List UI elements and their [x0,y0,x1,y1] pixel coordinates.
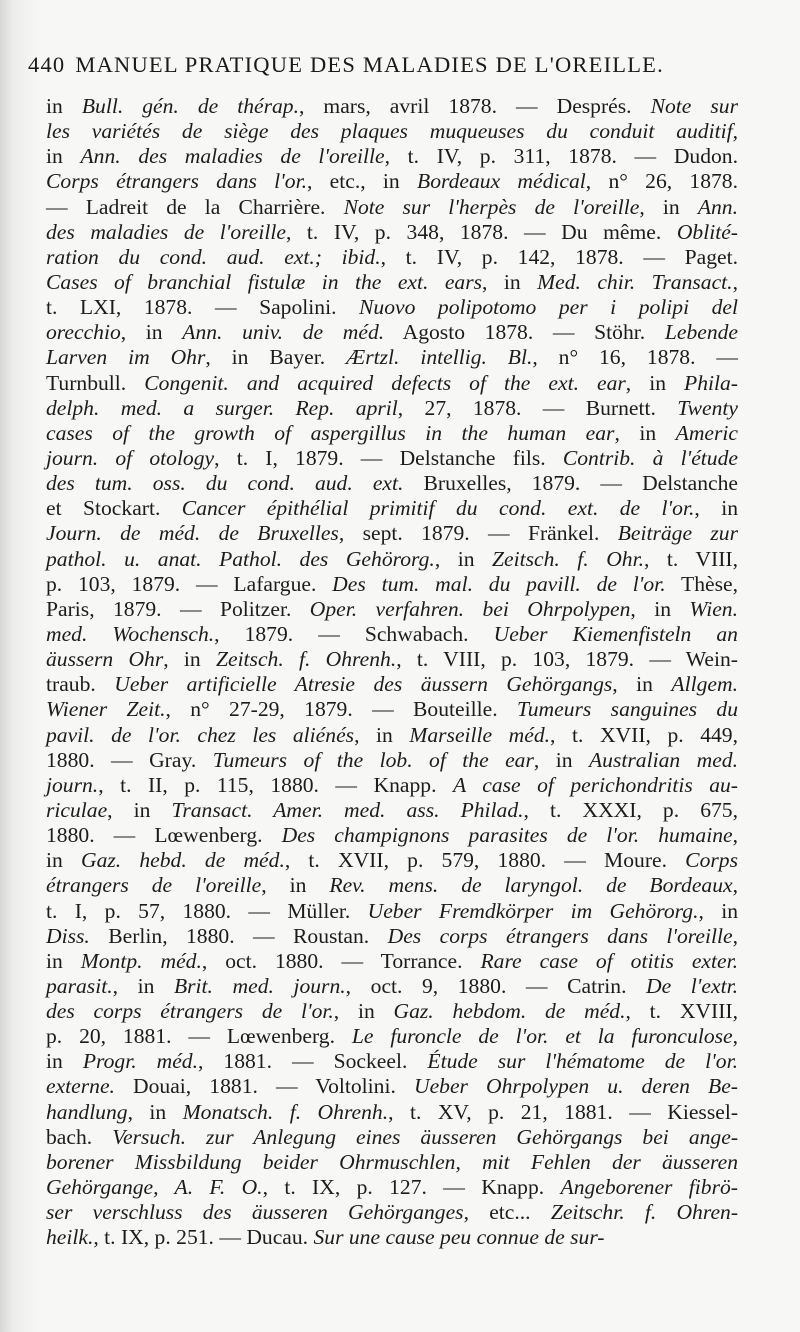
italic-text: heilk. [46,1225,94,1250]
italic-text: Tumeurs sanguines du [516,697,738,722]
italic-text: Wien. [689,596,738,621]
text-run: , t. XV, p. 21, 1881. — Kiessel- [388,1099,739,1124]
italic-text: les variétés de siège des plaques muqueuses du conduit auditif, [46,119,738,144]
text-run: , n° 26, 1878. [585,169,739,194]
text-run: t. LXI, 1878. — Sapolini. [46,295,360,320]
text-line [46,873,738,898]
text-line [46,295,738,320]
italic-text: Wiener Zeit. [46,697,166,722]
italic-text: Phila- [684,370,738,395]
text-line [46,924,738,949]
italic-text: A case of perichondritis au- [452,772,738,797]
text-run: , t. VIII, p. 103, 1879. — Wein- [396,647,738,672]
text-run: Thèse, [665,571,738,596]
text-run: traub. [46,672,115,697]
italic-text: des tum. oss. du cond. aud. ext. [46,471,404,496]
italic-text: Ann. univ. de méd. [182,320,385,345]
text-line [46,848,738,873]
text-run: , in [533,747,589,772]
italic-text: Ueber Kiemenfisteln an [493,621,738,646]
text-run: , t. IV, p. 348, 1878. — Du même. [285,219,677,244]
italic-text: handlung [46,1099,128,1124]
text-run: , etc., in [307,169,417,194]
text-run: , in [120,320,183,345]
running-header [28,52,768,78]
text-line [46,899,738,924]
text-run: t. I, p. 57, 1880. — Müller. [46,898,368,923]
italic-text: journ. of otology [46,445,215,470]
text-line [46,1225,738,1250]
text-run: , [732,269,738,294]
text-run: , in [482,269,538,294]
text-run: , t. XVIII, [625,999,738,1024]
text-line [46,220,738,245]
text-line [46,1074,738,1099]
text-run: , oct. 1880. — Torrance. [201,948,481,973]
italic-text: Beiträge zur [617,521,738,546]
text-run: , 1881. — Sockeel. [198,1049,428,1074]
text-run: , in [612,672,672,697]
text-line [46,723,738,748]
italic-text: Diss. [46,923,90,948]
text-run: in [46,144,81,169]
italic-text: Cancer épithélial primitif du cond. ext. de l'or. [181,496,695,521]
italic-text: étrangers de l'oreille [46,873,262,898]
italic-text: Americ [675,420,738,445]
italic-text: Nuovo polipotomo per i polipi del [359,295,738,320]
text-run: Bruxelles, 1879. — Delstanche [403,471,739,496]
text-run: , in [434,546,493,571]
italic-text: Des champignons parasites de l'or. humaine [281,823,733,848]
text-run: , in [639,194,698,219]
text-run: — Ladreit de la Charrière. [46,194,344,219]
text-run: p. 20, 1881. — Lœwenberg. [46,1024,352,1049]
text-line [46,1175,738,1200]
italic-text: Ueber Ohrpolypen u. deren Be- [413,1074,738,1099]
italic-text: Sur une cause peu connue de sur- [313,1225,605,1250]
italic-text: Contrib. à l'étude [562,445,738,470]
text-run: , [732,923,738,948]
text-run: , [732,873,738,898]
italic-text: Twenty [677,395,739,420]
italic-text: pavil. de l'or. chez les aliénés [46,722,355,747]
italic-text: des corps étrangers de l'or. [46,999,334,1024]
italic-text: Des corps étrangers dans l'oreille [387,923,733,948]
text-line [46,949,738,974]
text-run: , in [625,370,685,395]
text-run: , in [112,973,174,998]
text-run: Turnbull. [46,370,145,395]
italic-text: Note sur l'herpès de l'oreille [343,194,640,219]
italic-text: ser verschluss des äusseren Gehörganges [46,1200,464,1225]
text-run: in [46,94,82,118]
italic-text: Lebende [664,320,738,345]
italic-text: ration du cond. aud. ext.; ibid. [46,244,381,269]
italic-text: Gaz. hebd. de méd. [80,848,285,873]
text-run: , [732,823,738,848]
italic-text: Oper. verfahren. bei Ohrpolypen [309,596,631,621]
italic-text: Note sur [650,94,738,118]
text-run: , t. XVII, p. 449, [550,722,738,747]
text-line [46,169,738,194]
text-run: in [46,1049,83,1074]
italic-text: Angeborener fibrö- [560,1175,738,1200]
text-run: , t. IX, p. 251. — Ducau. [93,1225,314,1250]
text-line [46,597,738,622]
text-run: , t. XXXI, p. 675, [523,797,738,822]
text-run: , t. IV, p. 142, 1878. — Paget. [380,244,738,269]
text-run: , in [614,420,676,445]
text-run: Berlin, 1880. — Roustan. [89,923,388,948]
italic-text: Progr. méd. [82,1049,198,1074]
italic-text: Le furoncle de l'or. et la furonculose [351,1024,733,1049]
italic-text: Brit. med. journ. [173,973,346,998]
text-run: , mars, avril 1878. — Després. [299,94,651,118]
text-run: bach. [46,1124,113,1149]
text-run: , in [694,496,739,521]
italic-text: Rev. mens. de laryngol. de Bordeaux [329,873,733,898]
text-run: , in [107,797,172,822]
text-run: , in [163,647,216,672]
text-line [46,496,738,521]
text-run: , 27, 1878. — Burnett. [397,395,678,420]
text-line [46,1024,738,1049]
italic-text: Tumeurs of the lob. of the ear [212,747,534,772]
bibliography-text [46,94,738,1250]
text-run: , n° 27-29, 1879. — Bouteille. [165,697,517,722]
italic-text: journ. [46,772,99,797]
italic-text: Monatsch. f. Ohrenh. [182,1099,389,1124]
italic-text: parasit. [46,973,113,998]
italic-text: Bull. gén. de thérap. [81,94,299,118]
italic-text: Zeitsch. f. Ohr. [492,546,644,571]
text-run: , oct. 9, 1880. — Catrin. [345,973,647,998]
italic-text: med. Wochensch. [46,621,215,646]
text-run: , in [127,1099,183,1124]
italic-text: Rare case of otitis exter. [480,948,738,973]
text-run: 1880. — Gray. [46,747,213,772]
text-run: , in [354,722,410,747]
text-run: 1880. — Lœwenberg. [46,823,282,848]
italic-text: Ueber Fremdkörper im Gehörorg. [367,898,699,923]
italic-text: Ann. [697,194,738,219]
text-line [46,521,738,546]
italic-text: Ann. des maladies de l'oreille [80,144,385,169]
text-line [46,773,738,798]
text-line [46,94,738,119]
text-line [46,1049,738,1074]
text-run: , in Bayer. [205,345,347,370]
text-line [46,572,738,597]
italic-text: Montp. méd. [80,948,202,973]
italic-text: Corps étrangers dans l'or. [46,169,308,194]
text-run: Agosto 1878. — Stöhr. [384,320,665,345]
text-line [46,697,738,722]
text-line [46,396,738,421]
text-run: , [732,1024,739,1049]
italic-text: Ueber artificielle Atresie des äussern Gehörgangs [114,672,613,697]
text-run: , t. I, 1879. — Delstanche fils. [214,445,563,470]
text-run: , 1879. — Schwabach. [214,621,494,646]
italic-text: borener Missbildung beider Ohrmuschlen, mit Fehlen der äusseren [46,1149,738,1174]
text-run: , t. IX, p. 127. — Knapp. [262,1175,561,1200]
text-line [46,974,738,999]
italic-text: Australian med. [588,747,738,772]
text-run: , n° 16, 1878. — [532,345,738,370]
text-line [46,320,738,345]
text-run: , t. VIII, [644,546,738,571]
italic-text: Congenit. and acquired defects of the ext. ear [144,370,626,395]
text-line [46,748,738,773]
italic-text: Étude sur l'hématome de l'or. [427,1049,738,1074]
italic-text: Med. chir. Transact. [537,269,733,294]
text-run: , sept. 1879. — Fränkel. [338,521,618,546]
text-line [46,547,738,572]
text-run: p. 103, 1879. — Lafargue. [46,571,333,596]
text-run: et Stockart. [46,496,182,521]
text-line [46,1150,738,1175]
italic-text: äussern Ohr [46,647,164,672]
text-run: in [46,948,81,973]
text-line [46,421,738,446]
text-line [46,647,738,672]
text-line [46,798,738,823]
italic-text: Journ. de méd. de Bruxelles [46,521,339,546]
text-run: , etc... [463,1200,551,1225]
running-title: MANUEL PRATIQUE DES MALADIES DE L'OREILLE. [75,52,664,77]
text-line [46,446,738,471]
text-run: Paris, 1879. — Politzer. [46,596,310,621]
text-run: , in [698,898,739,923]
italic-text: riculae [46,797,108,822]
text-line [46,1125,738,1150]
italic-text: des maladies de l'oreille [46,219,286,244]
text-line [46,622,738,647]
italic-text: pathol. u. anat. Pathol. des Gehörorg. [46,546,435,571]
text-line [46,672,738,697]
text-run: , t. IV, p. 311, 1878. — Dudon. [384,144,738,169]
italic-text: orecchio [46,320,121,345]
text-line [46,999,738,1024]
italic-text: Ærtzl. intellig. Bl. [346,345,533,370]
italic-text: Allgem. [671,672,738,697]
italic-text: Marseille méd. [409,722,551,747]
italic-text: Oblité- [676,219,738,244]
text-run: in [46,848,81,873]
text-line [46,1100,738,1125]
text-line [46,471,738,496]
italic-text: delph. med. a surger. Rep. april [46,395,398,420]
text-run: , in [333,999,394,1024]
text-line [46,270,738,295]
text-line [46,823,738,848]
text-line [46,345,738,370]
italic-text: cases of the growth of aspergillus in the human ear [46,420,615,445]
italic-text: Zeitsch. f. Ohrenh. [215,647,397,672]
text-run: Douai, 1881. — Voltolini. [114,1074,414,1099]
text-line [46,245,738,270]
text-run: , in [630,596,690,621]
italic-text: Versuch. zur Anlegung eines äusseren Gehörgangs bei ange- [112,1124,739,1149]
italic-text: Gehörgange, A. F. O. [46,1175,263,1200]
text-line [46,371,738,396]
italic-text: Larven im Ohr [46,345,206,370]
text-run: , in [261,873,330,898]
italic-text: Cases of branchial fistulæ in the ext. ears [46,269,483,294]
italic-text: Transact. Amer. med. ass. Philad. [171,797,524,822]
text-run: , t. XVII, p. 579, 1880. — Moure. [284,848,686,873]
text-line [46,1200,738,1225]
italic-text: Corps [685,848,738,873]
text-line [46,195,738,220]
italic-text: Zeitschr. f. Ohren- [550,1200,739,1225]
text-run: , t. II, p. 115, 1880. — Knapp. [98,772,453,797]
text-line [46,119,738,144]
text-line [46,144,738,169]
italic-text: Bordeaux médical [417,169,586,194]
italic-text: De l'extr. [646,973,738,998]
italic-text: externe. [46,1074,115,1099]
italic-text: Des tum. mal. du pavill. de l'or. [332,571,666,596]
italic-text: Gaz. hebdom. de méd. [393,999,626,1024]
page-number: 440 [28,52,66,77]
